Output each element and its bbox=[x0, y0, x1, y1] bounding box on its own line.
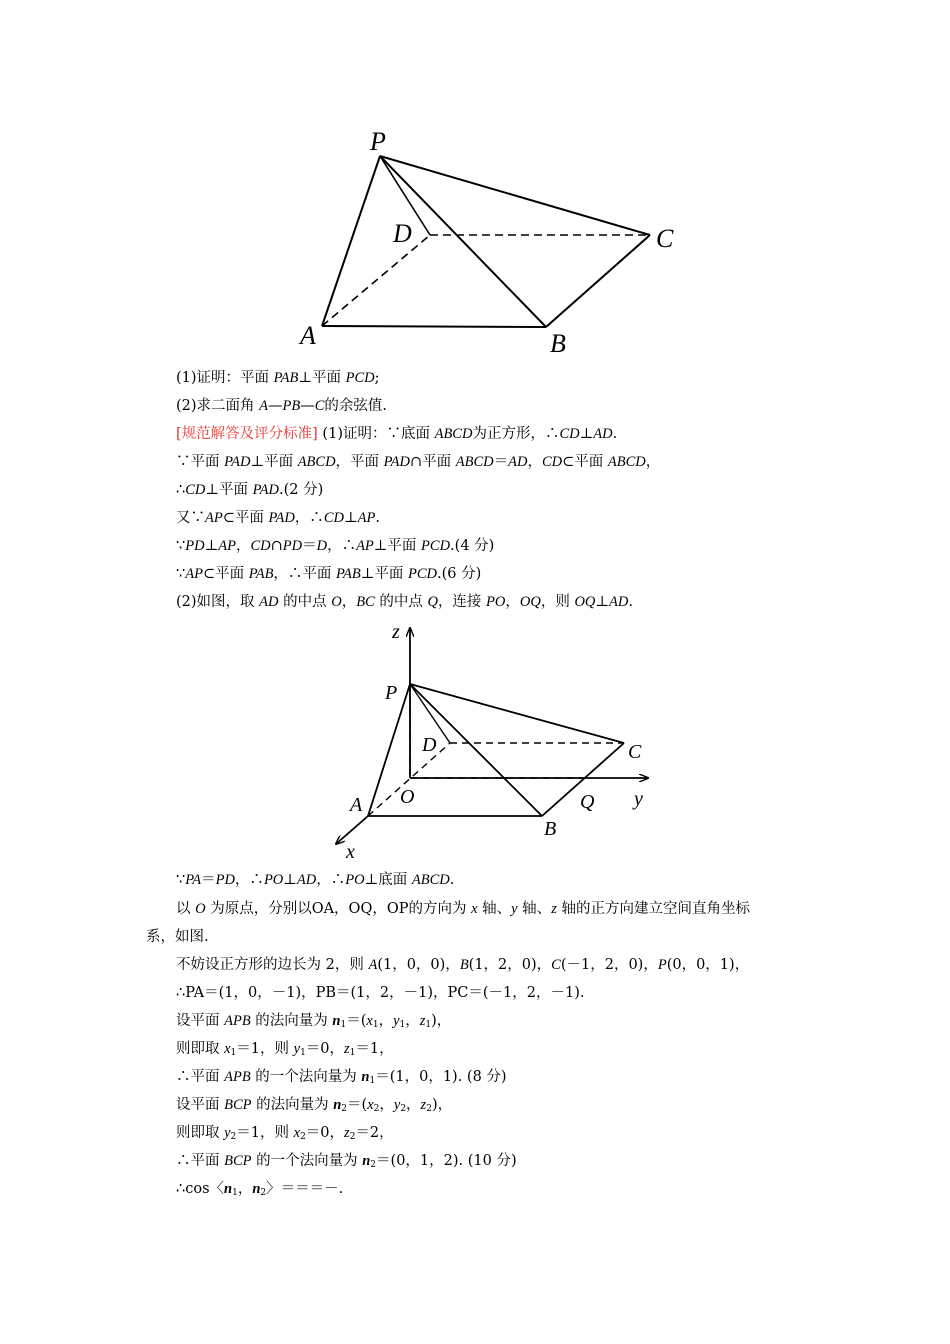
solution-line-15: ∴平面 APB 的一个法向量为 $n_1=(1$，0，1). (8 分) bbox=[176, 1069, 507, 1086]
question-2: (2)求二面角 A—PB—C的余弦值. bbox=[176, 398, 388, 414]
label-B: B bbox=[550, 329, 566, 358]
solution-line-5: ∵PD⊥AP，CD∩PD＝D，∴AP⊥平面 PCD.(4 分) bbox=[176, 538, 495, 554]
edge-AB bbox=[322, 326, 546, 327]
solution-line-17: 则即取 $y_2=1$，则 $x_2=0$，$z_2=2$， bbox=[176, 1125, 394, 1142]
label-Q: Q bbox=[580, 791, 595, 813]
solution-line-14: 则即取 $x_1=1$，则 $y_1=0$，$z_1=1$， bbox=[176, 1041, 394, 1058]
label-C: C bbox=[656, 224, 674, 253]
solution-line-18: ∴平面 BCP 的一个法向量为 $n_2=(0$，1，2). (10 分) bbox=[176, 1153, 517, 1170]
label-z: z bbox=[392, 621, 400, 643]
coordinate-figure-2 bbox=[330, 618, 660, 863]
solution-line-2: ∵平面 PAD⊥平面 ABCD，平面 PAD∩平面 ABCD＝AD，CD⊂平面 ABCD， bbox=[176, 454, 661, 470]
label-A: A bbox=[300, 321, 316, 350]
solution-line-9: 以 O 为原点，分别以OA，OQ，OP的方向为 x 轴、y 轴、z 轴的正方向建立空间直角坐标 bbox=[176, 901, 750, 917]
label-C: C bbox=[628, 741, 642, 763]
label-x: x bbox=[346, 841, 355, 863]
edge-PC bbox=[410, 684, 624, 743]
solution-line-3: ∴CD⊥平面 PAD.(2 分) bbox=[176, 482, 324, 498]
x-axis bbox=[336, 816, 368, 844]
solution-line-1: [规范解答及评分标准] (1)证明：∵底面 ABCD为正方形，∴CD⊥AD. bbox=[176, 426, 618, 442]
solution-line-6: ∵AP⊂平面 PAB，∴平面 PAB⊥平面 PCD.(6 分) bbox=[176, 566, 482, 582]
label-P: P bbox=[385, 682, 398, 704]
solution-line-12: ∴PA＝(1，0，－1)，PB＝(1，2，－1)，PC＝(－1，2，－1). bbox=[176, 985, 585, 1001]
label-B: B bbox=[544, 818, 557, 840]
question-1: (1)证明：平面 PAB⊥平面 PCD; bbox=[176, 370, 380, 386]
label-P: P bbox=[370, 127, 386, 156]
grading-standard-tag: [规范解答及评分标准] bbox=[176, 426, 318, 442]
pyramid-figure-1 bbox=[290, 120, 690, 360]
solution-line-8: ∵PA＝PD，∴PO⊥AD，∴PO⊥底面 ABCD. bbox=[176, 872, 455, 888]
label-A: A bbox=[350, 794, 363, 816]
label-D: D bbox=[393, 219, 412, 248]
solution-line-10: 系，如图. bbox=[146, 929, 209, 945]
edge-PC bbox=[380, 156, 650, 235]
edge-PA bbox=[322, 156, 380, 326]
label-y: y bbox=[634, 788, 643, 810]
solution-line-4: 又∵AP⊂平面 PAD，∴CD⊥AP. bbox=[176, 510, 380, 526]
label-O: O bbox=[400, 786, 415, 808]
solution-line-16: 设平面 BCP 的法向量为 $n_2=(x_2$，$y_2$，$z_2$)， bbox=[176, 1097, 453, 1114]
edge-BC bbox=[546, 235, 650, 327]
solution-line-11: 不妨设正方形的边长为 2，则 A(1，0，0)，B(1，2，0)，C(－1，2，0)，P(0，0，1)， bbox=[176, 957, 750, 973]
solution-line-13: 设平面 APB 的法向量为 $n_1=(x_1$，$y_1$，$z_1$)， bbox=[176, 1013, 452, 1030]
solution-line-19: ∴cos〈$n_1$，$n_2$〉＝＝＝－. bbox=[176, 1181, 344, 1198]
solution-line-7: (2)如图，取 AD 的中点 O，BC 的中点 Q，连接 PO，OQ，则 OQ⊥AD. bbox=[176, 594, 633, 610]
label-D: D bbox=[422, 734, 437, 756]
